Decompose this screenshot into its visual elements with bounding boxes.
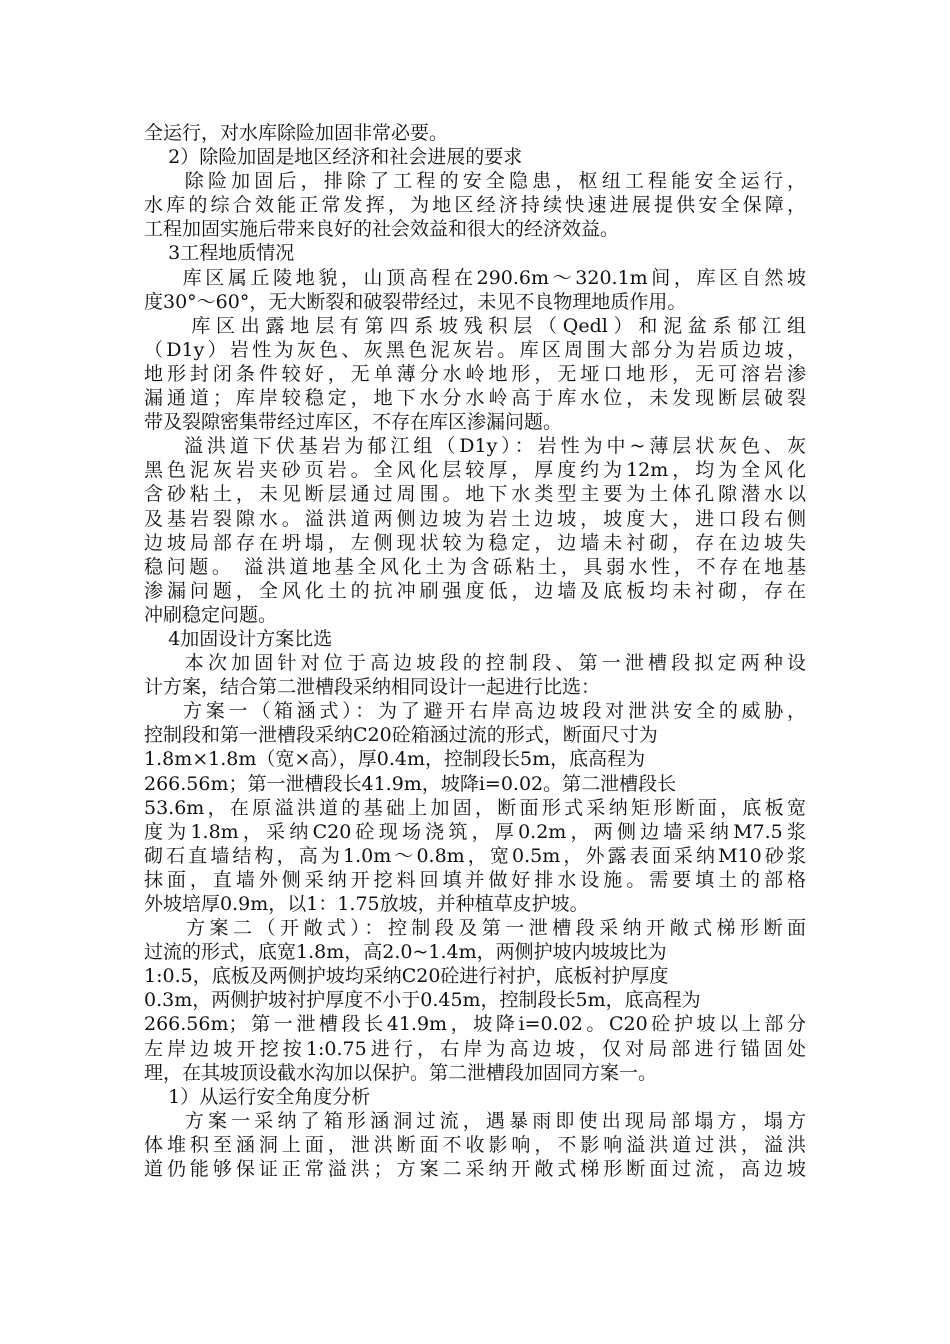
text-line: 计方案，结合第二泄槽段采纳相同设计一起进行比选： bbox=[144, 676, 601, 699]
text-line: 1:0.5，底板及两侧护坡均采纳C20砼进行衬护，底板衬护厚度 bbox=[144, 965, 669, 988]
text-line: 外坡培厚0.9m，以1：1.75放坡，并种植草皮护坡。 bbox=[144, 893, 589, 915]
text-line: 全运行，对水库除险加固非常必要。 bbox=[144, 122, 449, 144]
text-line: 53.6m，在原溢洪道的基础上加固，断面形式采纳矩形断面，底板宽 bbox=[144, 796, 806, 819]
text-line: 库区出露地层有第四系坡残积层（Qedl）和泥盆系郁江组 bbox=[144, 314, 806, 337]
text-line: 控制段和第一泄槽段采纳C20砼箱涵过流的形式，断面尺寸为 bbox=[144, 724, 658, 747]
text-line: 方案一（箱涵式）：为了避开右岸高边坡段对泄洪安全的威胁， bbox=[144, 700, 806, 723]
text-line: （D1y）岩性为灰色、灰黑色泥灰岩。库区周围大部分为岩质边坡， bbox=[144, 338, 806, 361]
text-line: 本次加固针对位于高边坡段的控制段、第一泄槽段拟定两种设 bbox=[144, 652, 806, 675]
text-line: 1.8m×1.8m（宽×高），厚0.4m，控制段长5m，底高程为 bbox=[144, 748, 646, 771]
text-line: 体堆积至涵洞上面，泄洪断面不收影响，不影响溢洪道过洪，溢洪 bbox=[144, 1133, 806, 1156]
text-line: 1）从运行安全角度分析 bbox=[144, 1085, 371, 1108]
text-line: 砌石直墙结构，高为1.0m～0.8m，宽0.5m，外露表面采纳M10砂浆 bbox=[144, 844, 806, 867]
text-line: 水库的综合效能正常发挥，为地区经济持续快速进展提供安全保障， bbox=[144, 194, 806, 217]
document-page bbox=[144, 121, 806, 1181]
text-line: 稳问题。 溢洪道地基全风化土为含砾粘土，具弱水性，不存在地基 bbox=[144, 555, 806, 578]
text-line: 4加固设计方案比选 bbox=[144, 627, 333, 650]
text-line: 方案一采纳了箱形涵洞过流，遇暴雨即使出现局部塌方，塌方 bbox=[144, 1109, 806, 1132]
text-line: 道仍能够保证正常溢洪；方案二采纳开敞式梯形断面过流，高边坡 bbox=[144, 1158, 806, 1181]
text-line: 渗漏问题，全风化土的抗冲刷强度低，边墙及底板均未衬砌，存在 bbox=[144, 579, 806, 602]
text-line: 黑色泥灰岩夹砂页岩。全风化层较厚，厚度约为12m，均为全风化 bbox=[144, 459, 806, 482]
text-line: 带及裂隙密集带经过库区，不存在库区渗漏问题。 bbox=[144, 411, 563, 434]
text-line: 左岸边坡开挖按1:0.75进行，右岸为高边坡，仅对局部进行锚固处 bbox=[144, 1037, 806, 1060]
text-line: 边坡局部存在坍塌，左侧现状较为稳定，边墙未衬砌，存在边坡失 bbox=[144, 531, 806, 554]
text-line: 266.56m；第一泄槽段长41.9m，坡降i=0.02。C20砼护坡以上部分 bbox=[144, 1013, 806, 1036]
text-line: 及基岩裂隙水。溢洪道两侧边坡为岩土边坡，坡度大，进口段右侧 bbox=[144, 507, 806, 530]
text-line: 地形封闭条件较好，无单薄分水岭地形，无垭口地形，无可溶岩渗 bbox=[144, 362, 806, 385]
text-line: 266.56m；第一泄槽段长41.9m，坡降i=0.02。第二泄槽段长 bbox=[144, 772, 677, 795]
text-line: 漏通道；库岸较稳定，地下水分水岭高于库水位，未发现断层破裂 bbox=[144, 387, 806, 410]
text-line: 0.3m，两侧护坡衬护厚度不小于0.45m，控制段长5m，底高程为 bbox=[144, 989, 701, 1012]
text-line: 方案二（开敞式）：控制段及第一泄槽段采纳开敞式梯形断面 bbox=[144, 917, 806, 940]
text-line: 过流的形式，底宽1.8m，高2.0~1.4m，两侧护坡内坡坡比为 bbox=[144, 941, 667, 964]
text-line: 冲刷稳定问题。 bbox=[144, 603, 278, 626]
text-line: 度30°～60°，无大断裂和破裂带经过，未见不良物理地质作用。 bbox=[144, 290, 687, 313]
text-line: 理，在其坡顶设截水沟加以保护。第二泄槽段加固同方案一。 bbox=[144, 1061, 658, 1084]
text-line: 度为1.8m，采纳C20砼现场浇筑，厚0.2m，两侧边墙采纳M7.5浆 bbox=[144, 820, 806, 843]
text-line: 含砂粘土，未见断层通过周围。地下水类型主要为土体孔隙潜水以 bbox=[144, 483, 806, 506]
text-line: 3工程地质情况 bbox=[144, 242, 295, 265]
text-line: 溢洪道下伏基岩为郁江组（D1y）：岩性为中~薄层状灰色、灰 bbox=[144, 435, 806, 458]
text-line: 抹面，直墙外侧采纳开挖料回填并做好排水设施。需要填土的部格 bbox=[144, 868, 806, 891]
text-line: 库区属丘陵地貌，山顶高程在290.6m～320.1m间，库区自然坡 bbox=[144, 266, 806, 289]
text-line: 工程加固实施后带来良好的社会效益和很大的经济效益。 bbox=[144, 218, 620, 241]
text-line: 除险加固后，排除了工程的安全隐患，枢纽工程能安全运行， bbox=[144, 170, 806, 193]
text-line: 2）除险加固是地区经济和社会进展的要求 bbox=[144, 146, 523, 169]
